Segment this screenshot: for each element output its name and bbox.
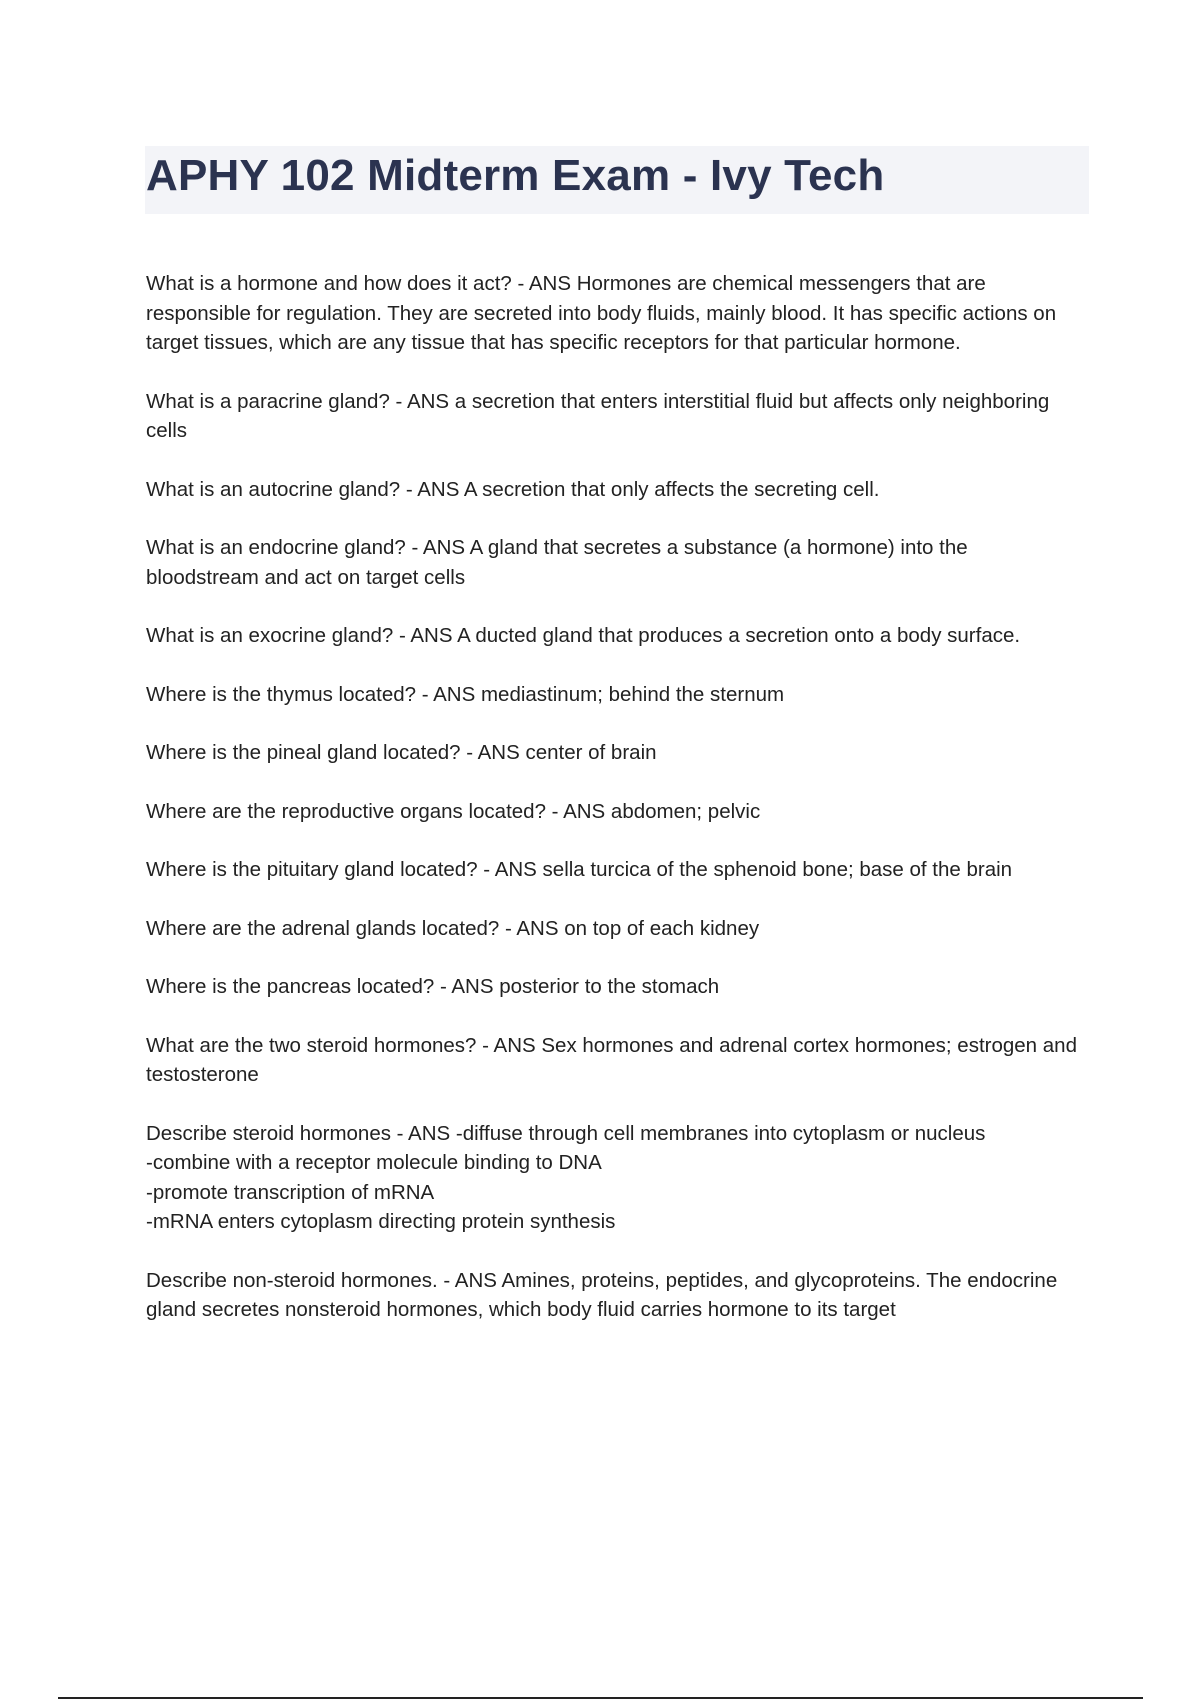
qa-item: What are the two steroid hormones? - ANS Sex hormones and adrenal cortex hormones; estrogen and testosterone [146,1033,1077,1086]
page-title: APHY 102 Midterm Exam - Ivy Tech [146,151,885,200]
qa-list [146,269,1086,1354]
qa-item: What is an autocrine gland? - ANS A secretion that only affects the secreting cell. [146,477,880,501]
qa-item: Where is the pineal gland located? - ANS center of brain [146,741,657,764]
qa-item: Describe steroid hormones - ANS -diffuse through cell membranes into cytoplasm or nucleus -combine with a receptor molecule binding to DNA -promote transcription of mRNA -mRNA enters cytoplasm directing protein synthesis [146,1121,986,1233]
qa-item: What is an endocrine gland? - ANS A gland that secretes a substance (a hormone) into the bloodstream and act on target cells [146,536,968,589]
qa-item: Where are the reproductive organs located? - ANS abdomen; pelvic [146,799,761,823]
qa-item: Where is the thymus located? - ANS mediastinum; behind the sternum [146,682,785,706]
qa-item: What is an exocrine gland? - ANS A ducted gland that produces a secretion onto a body surface. [146,624,1021,647]
qa-item: What is a paracrine gland? - ANS a secretion that enters interstitial fluid but affects only neighboring cells [146,389,1050,442]
qa-item: Where are the adrenal glands located? - ANS on top of each kidney [146,916,760,940]
qa-item: What is a hormone and how does it act? - ANS Hormones are chemical messengers that are responsible for regulation. They are secreted into body fluids, mainly blood. It has specific actions on target tissues, which are any tissue that has specific receptors for that particular hormone. [146,272,1057,354]
page-bottom-divider [58,1697,1143,1699]
qa-item: Where is the pancreas located? - ANS posterior to the stomach [146,975,720,998]
qa-item: Describe non-steroid hormones. - ANS Amines, proteins, peptides, and glycoproteins. The endocrine gland secretes nonsteroid hormones, which body fluid carries hormone to its target [146,1268,1058,1321]
qa-item: Where is the pituitary gland located? - ANS sella turcica of the sphenoid bone; base of the brain [146,858,1013,881]
